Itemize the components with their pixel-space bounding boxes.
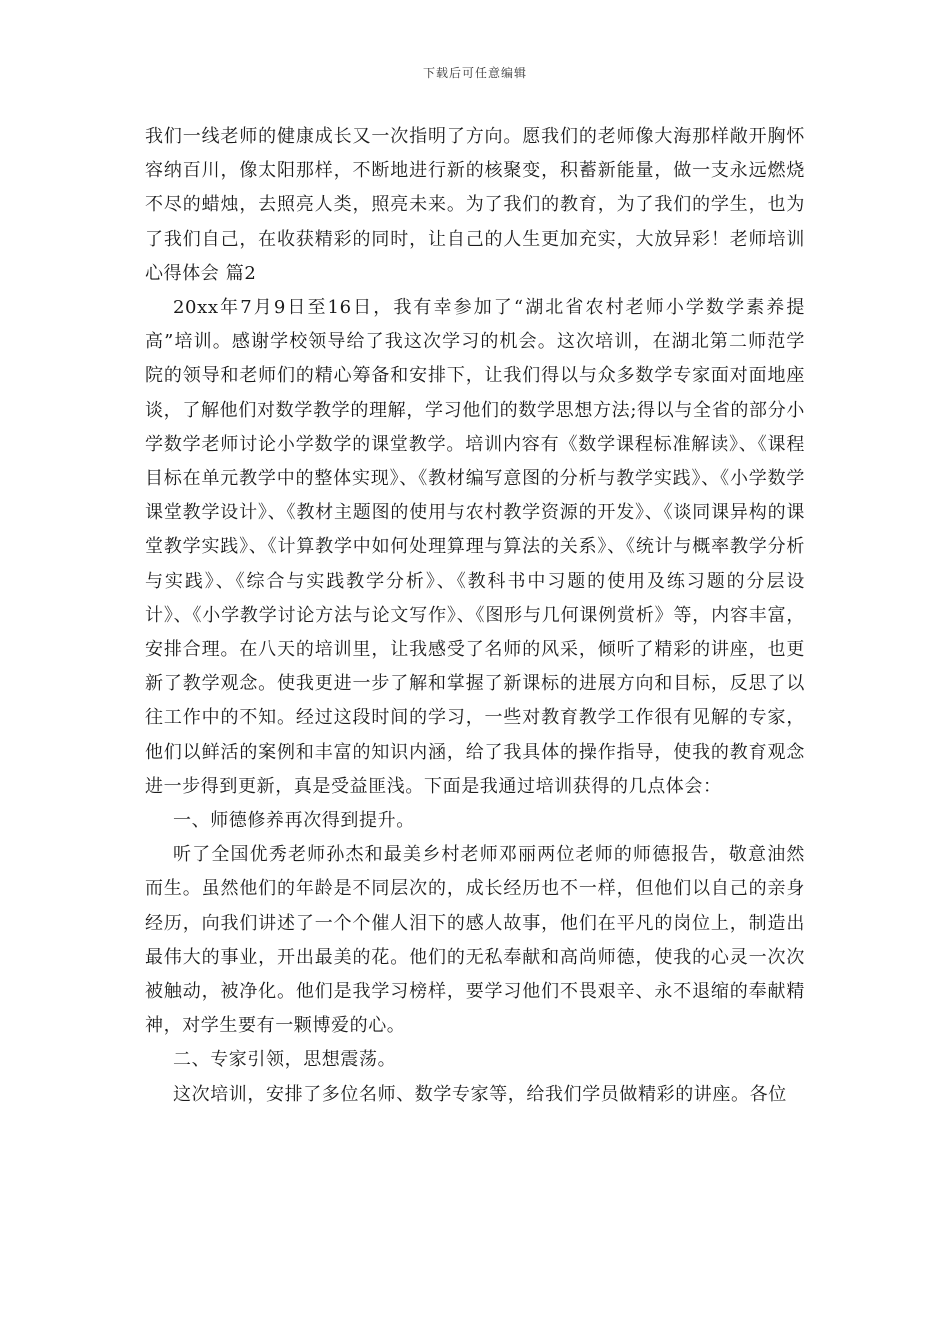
paragraph-experts-lectures: 这次培训，安排了多位名师、数学专家等，给我们学员做精彩的讲座。各位 xyxy=(173,1083,787,1105)
section-heading-ethics: 一、师德修养再次得到提升。 xyxy=(173,810,415,832)
paragraph-training-overview: 20xx年7月9日至16日，我有幸参加了“湖北省农村老师小学数学素养提高”培训。感谢学校领导给了我这次学习的机会。这次培训，在湖北第二师范学院的领导和老师们的精心筹备和安排下，让我们得以与众多数学专家面对面地座谈，了解他们对数学教学的理解，学习他们的数学思想方法;得以与全省的部分小学数学老师讨论小学数学的课堂教学。培训内容有《数学课程标准解读》、《课程目标在单元教学中的整体实现》、《教材编写意图的分析与教学实践》、《小学数学课堂教学设计》、《教材主题图的使用与农村教学资源的开发》、《谈同课异构的课堂教学实践》、《计算教学中如何处理算理与算法的关系》、《统计与概率教学分析与实践》、《综合与实践教学分析》、《教科书中习题的使用及练习题的分层设计》、《小学教学讨论方法与论文写作》、《图形与几何课例赏析》等，内容丰富，安排合理。在八天的培训里，让我感受了名师的风采，倾听了精彩的讲座，也更新了教学观念。使我更进一步了解和掌握了新课标的进展方向和目标，反思了以往工作中的不知。经过这段时间的学习，一些对教育教学工作很有见解的专家，他们以鲜活的案例和丰富的知识内涵，给了我具体的操作指导，使我的教育观念进一步得到更新，真是受益匪浅。下面是我通过培训获得的几点体会： xyxy=(145,297,805,797)
page-header-note: 下载后可任意编辑 xyxy=(422,66,527,80)
document-body xyxy=(145,120,805,1112)
paragraph-continuation: 我们一线老师的健康成长又一次指明了方向。愿我们的老师像大海那样敞开胸怀容纳百川，像太阳那样，不断地进行新的核聚变，积蓄新能量，做一支永远燃烧不尽的蜡烛，去照亮人类，照亮未来。为了我们的教育，为了我们的学生，也为了我们自己，在收获精彩的同时，让自己的人生更加充实，大放异彩！老师培训心得体会 篇2 xyxy=(145,126,805,284)
paragraph-ethics-report: 听了全国优秀老师孙杰和最美乡村老师邓丽两位老师的师德报告，敬意油然而生。虽然他们的年龄是不同层次的，成长经历也不一样，但他们以自己的亲身经历，向我们讲述了一个个催人泪下的感人故事，他们在平凡的岗位上，制造出最伟大的事业，开出最美的花。他们的无私奉献和高尚师德，使我的心灵一次次被触动，被净化。他们是我学习榜样，要学习他们不畏艰辛、永不退缩的奉献精神，对学生要有一颗博爱的心。 xyxy=(145,844,805,1037)
section-heading-experts: 二、专家引领，思想震荡。 xyxy=(173,1049,397,1071)
